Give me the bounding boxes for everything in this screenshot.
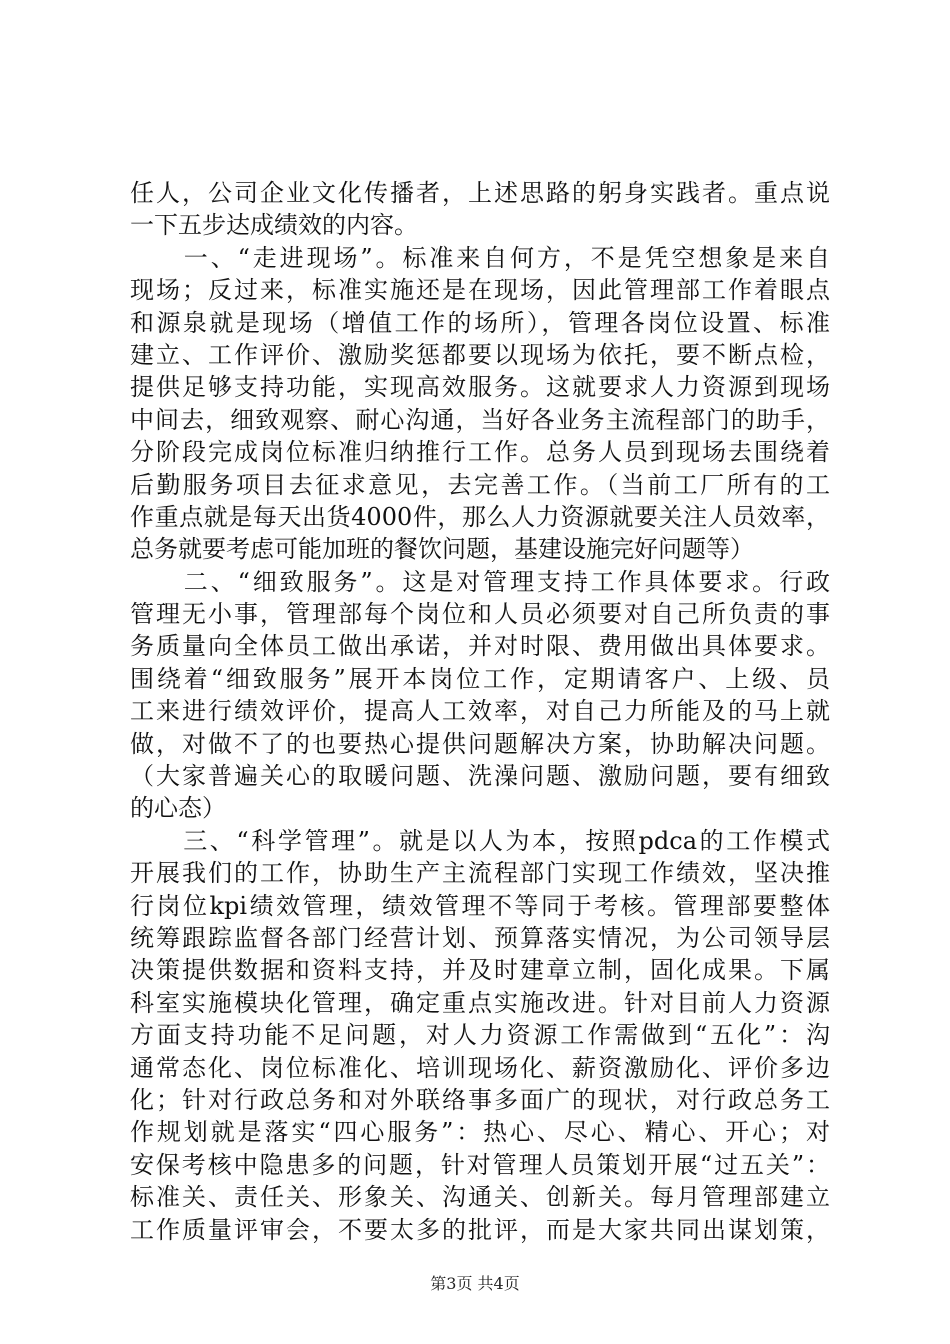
page-footer (0, 1274, 950, 1294)
text-line: 管理无小事，管理部每个岗位和人员必须要对自己所负责的事 (130, 600, 830, 629)
text-line: 总务就要考虑可能加班的餐饮问题，基建设施完好问题等） (130, 535, 754, 564)
text-line: 的心态） (130, 794, 226, 823)
page-number-label: 第3页 共4页 (430, 1274, 520, 1293)
text-line: 统筹跟踪监督各部门经营计划、预算落实情况，为公司领导层 (130, 923, 830, 952)
text-line: 后勤服务项目去征求意见，去完善工作。（当前工厂所有的工 (130, 470, 830, 499)
text-line: 行岗位kpi绩效管理，绩效管理不等同于考核。管理部要整体 (130, 891, 830, 920)
text-line: 工作质量评审会，不要太多的批评，而是大家共同出谋划策， (130, 1215, 830, 1244)
text-line: 和源泉就是现场（增值工作的场所），管理各岗位设置、标准 (130, 308, 830, 337)
text-line: 决策提供数据和资料支持，并及时建章立制，固化成果。下属 (130, 956, 830, 985)
text-line: 标准关、责任关、形象关、沟通关、创新关。每月管理部建立 (130, 1183, 830, 1212)
text-line: 做，对做不了的也要热心提供问题解决方案，协助解决问题。 (130, 729, 830, 758)
text-line: 作重点就是每天出货4000件，那么人力资源就要关注人员效率， (130, 502, 830, 531)
text-line: 三、“科学管理”。就是以人为本，按照pdca的工作模式 (130, 826, 830, 855)
text-line: 工来进行绩效评价，提高人工效率，对自己力所能及的马上就 (130, 697, 830, 726)
body-text (130, 177, 830, 1246)
text-line: 务质量向全体员工做出承诺，并对时限、费用做出具体要求。 (130, 632, 830, 661)
text-line: 一下五步达成绩效的内容。 (130, 211, 418, 240)
text-line: 一、“走进现场”。标准来自何方，不是凭空想象是来自 (130, 243, 830, 272)
text-line: 作规划就是落实“四心服务”：热心、尽心、精心、开心；对 (130, 1118, 830, 1147)
text-line: 安保考核中隐患多的问题，针对管理人员策划开展“过五关”： (130, 1150, 830, 1179)
text-line: 中间去，细致观察、耐心沟通，当好各业务主流程部门的助手， (130, 405, 830, 434)
text-line: 围绕着“细致服务”展开本岗位工作，定期请客户、上级、员 (130, 664, 830, 693)
text-line: 现场；反过来，标准实施还是在现场，因此管理部工作着眼点 (130, 276, 830, 305)
text-line: 开展我们的工作，协助生产主流程部门实现工作绩效，坚决推 (130, 859, 830, 888)
text-line: 提供足够支持功能，实现高效服务。这就要求人力资源到现场 (130, 373, 830, 402)
text-line: 任人，公司企业文化传播者，上述思路的躬身实践者。重点说 (130, 179, 830, 207)
text-line: 科室实施模块化管理，确定重点实施改进。针对目前人力资源 (130, 988, 830, 1017)
text-line: 二、“细致服务”。这是对管理支持工作具体要求。行政 (130, 567, 830, 596)
text-line: 方面支持功能不足问题，对人力资源工作需做到“五化”：沟 (130, 1021, 830, 1050)
text-line: 通常态化、岗位标准化、培训现场化、薪资激励化、评价多边 (130, 1053, 830, 1082)
text-line: 建立、工作评价、激励奖惩都要以现场为依托，要不断点检， (130, 340, 830, 369)
text-line: 化；针对行政总务和对外联络事多面广的现状，对行政总务工 (130, 1085, 830, 1114)
text-line: 分阶段完成岗位标准归纳推行工作。总务人员到现场去围绕着 (130, 438, 830, 467)
text-line: （大家普遍关心的取暖问题、洗澡问题、激励问题，要有细致 (130, 762, 830, 791)
